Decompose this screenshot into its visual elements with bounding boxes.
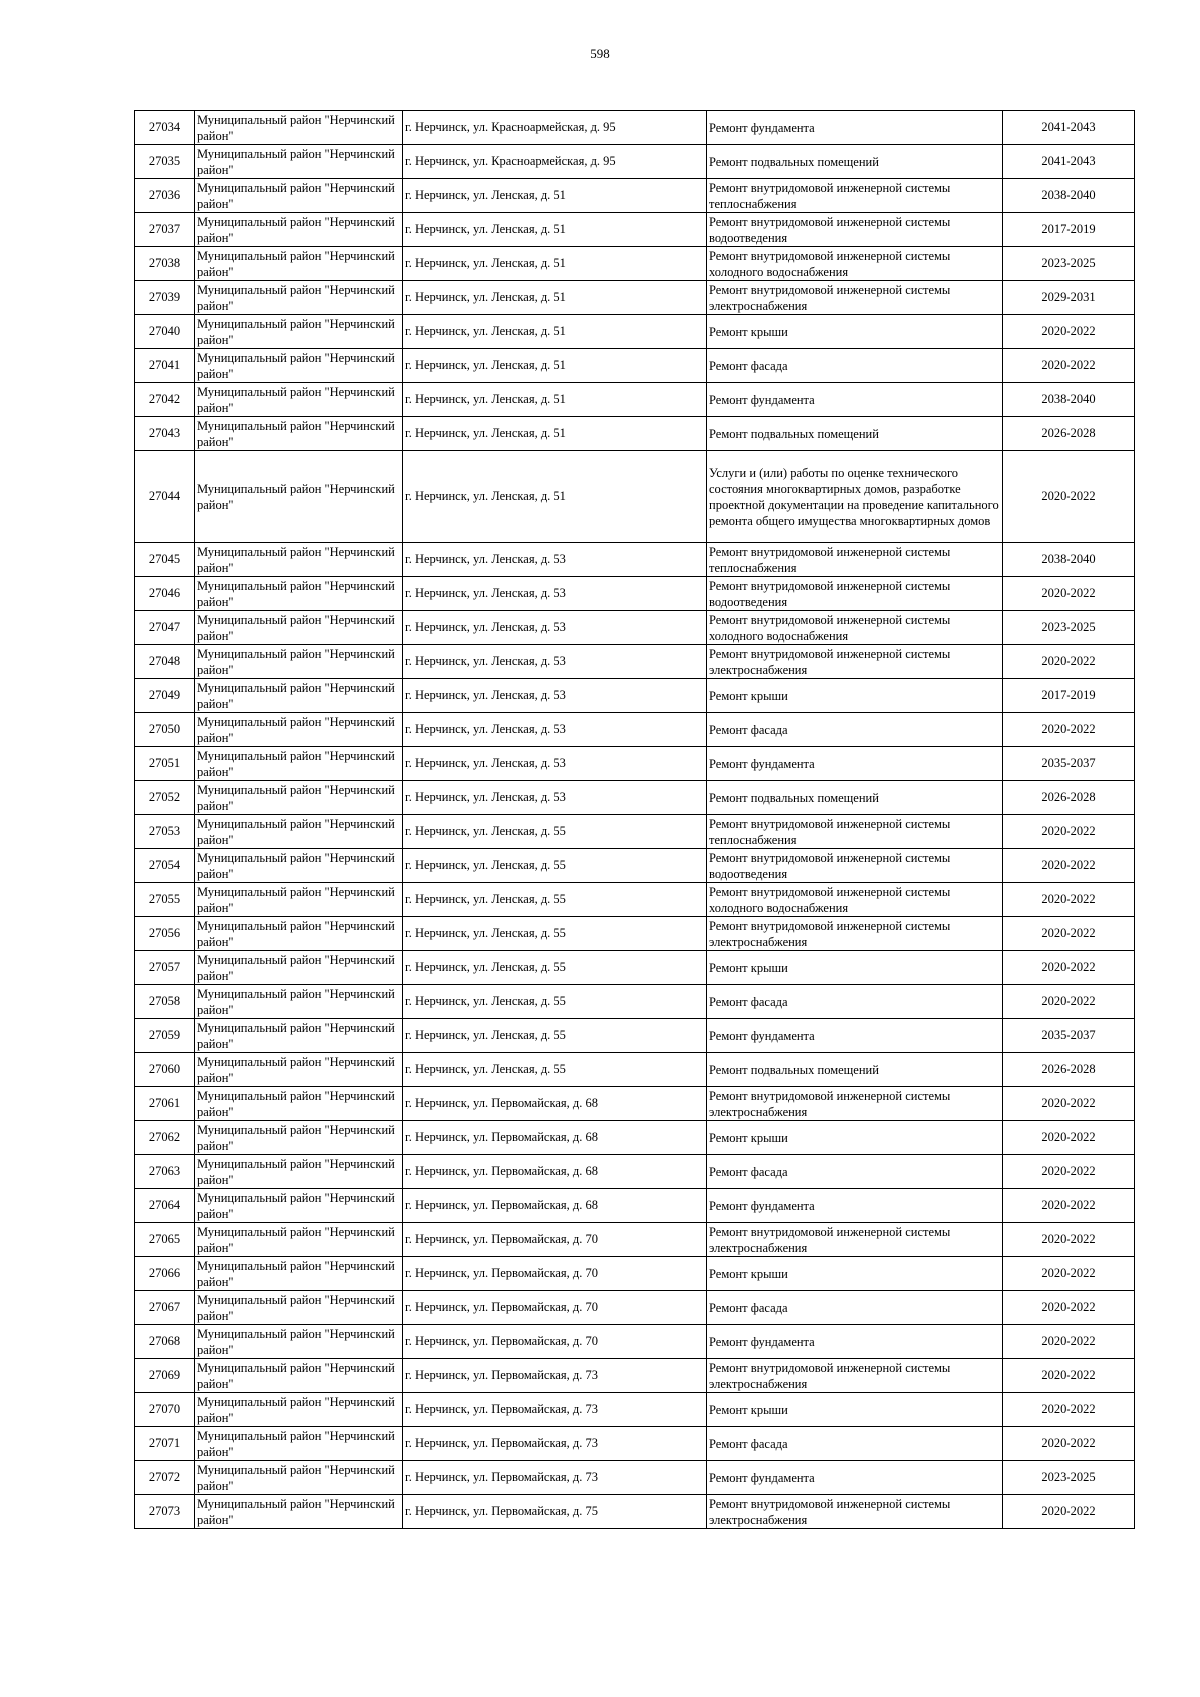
years-cell: 2026-2028 bbox=[1003, 417, 1135, 451]
work-type-cell: Ремонт крыши bbox=[707, 679, 1003, 713]
work-type-cell: Ремонт внутридомовой инженерной системы электроснабжения bbox=[707, 1223, 1003, 1257]
years-cell: 2026-2028 bbox=[1003, 781, 1135, 815]
years-cell: 2026-2028 bbox=[1003, 1053, 1135, 1087]
years-cell: 2020-2022 bbox=[1003, 315, 1135, 349]
work-type-cell: Ремонт фасада bbox=[707, 349, 1003, 383]
work-type-cell: Ремонт внутридомовой инженерной системы теплоснабжения bbox=[707, 179, 1003, 213]
district-cell: Муниципальный район "Нерчинский район" bbox=[195, 1393, 403, 1427]
row-number: 27054 bbox=[135, 849, 195, 883]
years-cell: 2029-2031 bbox=[1003, 281, 1135, 315]
years-cell: 2020-2022 bbox=[1003, 917, 1135, 951]
district-cell: Муниципальный район "Нерчинский район" bbox=[195, 883, 403, 917]
row-number: 27041 bbox=[135, 349, 195, 383]
work-type-cell: Ремонт внутридомовой инженерной системы водоотведения bbox=[707, 213, 1003, 247]
years-cell: 2020-2022 bbox=[1003, 349, 1135, 383]
work-type-cell: Ремонт крыши bbox=[707, 1393, 1003, 1427]
table-row bbox=[135, 1359, 1135, 1393]
address-cell: г. Нерчинск, ул. Ленская, д. 55 bbox=[403, 1019, 707, 1053]
table-row bbox=[135, 1189, 1135, 1223]
work-type-cell: Ремонт подвальных помещений bbox=[707, 781, 1003, 815]
address-cell: г. Нерчинск, ул. Первомайская, д. 70 bbox=[403, 1325, 707, 1359]
work-type-cell: Ремонт фундамента bbox=[707, 1461, 1003, 1495]
years-cell: 2020-2022 bbox=[1003, 645, 1135, 679]
table-row bbox=[135, 1257, 1135, 1291]
work-type-cell: Ремонт подвальных помещений bbox=[707, 417, 1003, 451]
row-number: 27058 bbox=[135, 985, 195, 1019]
row-number: 27052 bbox=[135, 781, 195, 815]
years-cell: 2020-2022 bbox=[1003, 1155, 1135, 1189]
years-cell: 2020-2022 bbox=[1003, 1291, 1135, 1325]
repair-schedule-table-container bbox=[134, 110, 1134, 1529]
table-row bbox=[135, 1495, 1135, 1529]
address-cell: г. Нерчинск, ул. Ленская, д. 51 bbox=[403, 349, 707, 383]
district-cell: Муниципальный район "Нерчинский район" bbox=[195, 645, 403, 679]
work-type-cell: Ремонт крыши bbox=[707, 951, 1003, 985]
work-type-cell: Ремонт фундамента bbox=[707, 111, 1003, 145]
table-row bbox=[135, 417, 1135, 451]
address-cell: г. Нерчинск, ул. Первомайская, д. 75 bbox=[403, 1495, 707, 1529]
years-cell: 2023-2025 bbox=[1003, 611, 1135, 645]
work-type-cell: Ремонт крыши bbox=[707, 315, 1003, 349]
table-row bbox=[135, 145, 1135, 179]
address-cell: г. Нерчинск, ул. Ленская, д. 51 bbox=[403, 417, 707, 451]
district-cell: Муниципальный район "Нерчинский район" bbox=[195, 985, 403, 1019]
address-cell: г. Нерчинск, ул. Ленская, д. 55 bbox=[403, 1053, 707, 1087]
table-row bbox=[135, 951, 1135, 985]
table-row bbox=[135, 1087, 1135, 1121]
row-number: 27056 bbox=[135, 917, 195, 951]
district-cell: Муниципальный район "Нерчинский район" bbox=[195, 543, 403, 577]
table-row bbox=[135, 451, 1135, 543]
address-cell: г. Нерчинск, ул. Ленская, д. 53 bbox=[403, 713, 707, 747]
work-type-cell: Ремонт внутридомовой инженерной системы холодного водоснабжения bbox=[707, 883, 1003, 917]
district-cell: Муниципальный район "Нерчинский район" bbox=[195, 611, 403, 645]
address-cell: г. Нерчинск, ул. Первомайская, д. 73 bbox=[403, 1393, 707, 1427]
address-cell: г. Нерчинск, ул. Первомайская, д. 70 bbox=[403, 1291, 707, 1325]
district-cell: Муниципальный район "Нерчинский район" bbox=[195, 179, 403, 213]
district-cell: Муниципальный район "Нерчинский район" bbox=[195, 781, 403, 815]
address-cell: г. Нерчинск, ул. Ленская, д. 51 bbox=[403, 451, 707, 543]
table-row bbox=[135, 815, 1135, 849]
address-cell: г. Нерчинск, ул. Ленская, д. 55 bbox=[403, 883, 707, 917]
table-row bbox=[135, 1461, 1135, 1495]
district-cell: Муниципальный район "Нерчинский район" bbox=[195, 951, 403, 985]
district-cell: Муниципальный район "Нерчинский район" bbox=[195, 383, 403, 417]
district-cell: Муниципальный район "Нерчинский район" bbox=[195, 679, 403, 713]
table-row bbox=[135, 1053, 1135, 1087]
table-row bbox=[135, 883, 1135, 917]
table-row bbox=[135, 111, 1135, 145]
address-cell: г. Нерчинск, ул. Ленская, д. 51 bbox=[403, 179, 707, 213]
row-number: 27034 bbox=[135, 111, 195, 145]
repair-schedule-table bbox=[134, 110, 1135, 1529]
row-number: 27073 bbox=[135, 1495, 195, 1529]
district-cell: Муниципальный район "Нерчинский район" bbox=[195, 1019, 403, 1053]
district-cell: Муниципальный район "Нерчинский район" bbox=[195, 1257, 403, 1291]
row-number: 27035 bbox=[135, 145, 195, 179]
work-type-cell: Ремонт внутридомовой инженерной системы электроснабжения bbox=[707, 1359, 1003, 1393]
address-cell: г. Нерчинск, ул. Ленская, д. 53 bbox=[403, 577, 707, 611]
work-type-cell: Ремонт внутридомовой инженерной системы водоотведения bbox=[707, 849, 1003, 883]
table-row bbox=[135, 315, 1135, 349]
page-number: 598 bbox=[590, 46, 610, 61]
address-cell: г. Нерчинск, ул. Ленская, д. 55 bbox=[403, 951, 707, 985]
district-cell: Муниципальный район "Нерчинский район" bbox=[195, 815, 403, 849]
address-cell: г. Нерчинск, ул. Первомайская, д. 68 bbox=[403, 1121, 707, 1155]
row-number: 27067 bbox=[135, 1291, 195, 1325]
years-cell: 2020-2022 bbox=[1003, 883, 1135, 917]
table-row bbox=[135, 383, 1135, 417]
work-type-cell: Ремонт фасада bbox=[707, 1427, 1003, 1461]
table-row bbox=[135, 713, 1135, 747]
table-row bbox=[135, 247, 1135, 281]
row-number: 27040 bbox=[135, 315, 195, 349]
district-cell: Муниципальный район "Нерчинский район" bbox=[195, 577, 403, 611]
work-type-cell: Ремонт внутридомовой инженерной системы электроснабжения bbox=[707, 1495, 1003, 1529]
table-row bbox=[135, 1427, 1135, 1461]
district-cell: Муниципальный район "Нерчинский район" bbox=[195, 111, 403, 145]
work-type-cell: Ремонт внутридомовой инженерной системы холодного водоснабжения bbox=[707, 247, 1003, 281]
district-cell: Муниципальный район "Нерчинский район" bbox=[195, 417, 403, 451]
row-number: 27047 bbox=[135, 611, 195, 645]
row-number: 27050 bbox=[135, 713, 195, 747]
work-type-cell: Ремонт крыши bbox=[707, 1257, 1003, 1291]
years-cell: 2038-2040 bbox=[1003, 383, 1135, 417]
years-cell: 2020-2022 bbox=[1003, 1393, 1135, 1427]
table-row bbox=[135, 1121, 1135, 1155]
work-type-cell: Ремонт внутридомовой инженерной системы электроснабжения bbox=[707, 645, 1003, 679]
work-type-cell: Ремонт крыши bbox=[707, 1121, 1003, 1155]
years-cell: 2020-2022 bbox=[1003, 1325, 1135, 1359]
district-cell: Муниципальный район "Нерчинский район" bbox=[195, 713, 403, 747]
district-cell: Муниципальный район "Нерчинский район" bbox=[195, 1189, 403, 1223]
work-type-cell: Ремонт внутридомовой инженерной системы электроснабжения bbox=[707, 281, 1003, 315]
table-row bbox=[135, 1291, 1135, 1325]
years-cell: 2020-2022 bbox=[1003, 1087, 1135, 1121]
row-number: 27072 bbox=[135, 1461, 195, 1495]
years-cell: 2020-2022 bbox=[1003, 1257, 1135, 1291]
address-cell: г. Нерчинск, ул. Первомайская, д. 68 bbox=[403, 1155, 707, 1189]
district-cell: Муниципальный район "Нерчинский район" bbox=[195, 1053, 403, 1087]
address-cell: г. Нерчинск, ул. Ленская, д. 53 bbox=[403, 679, 707, 713]
table-row bbox=[135, 611, 1135, 645]
row-number: 27060 bbox=[135, 1053, 195, 1087]
address-cell: г. Нерчинск, ул. Ленская, д. 51 bbox=[403, 315, 707, 349]
table-row bbox=[135, 543, 1135, 577]
row-number: 27036 bbox=[135, 179, 195, 213]
row-number: 27049 bbox=[135, 679, 195, 713]
row-number: 27066 bbox=[135, 1257, 195, 1291]
row-number: 27062 bbox=[135, 1121, 195, 1155]
district-cell: Муниципальный район "Нерчинский район" bbox=[195, 145, 403, 179]
address-cell: г. Нерчинск, ул. Ленская, д. 55 bbox=[403, 849, 707, 883]
district-cell: Муниципальный район "Нерчинский район" bbox=[195, 1359, 403, 1393]
table-row bbox=[135, 781, 1135, 815]
years-cell: 2020-2022 bbox=[1003, 815, 1135, 849]
table-row bbox=[135, 281, 1135, 315]
table-row bbox=[135, 1223, 1135, 1257]
row-number: 27048 bbox=[135, 645, 195, 679]
work-type-cell: Ремонт фасада bbox=[707, 713, 1003, 747]
years-cell: 2020-2022 bbox=[1003, 1189, 1135, 1223]
address-cell: г. Нерчинск, ул. Красноармейская, д. 95 bbox=[403, 145, 707, 179]
row-number: 27069 bbox=[135, 1359, 195, 1393]
years-cell: 2020-2022 bbox=[1003, 1359, 1135, 1393]
years-cell: 2023-2025 bbox=[1003, 1461, 1135, 1495]
district-cell: Муниципальный район "Нерчинский район" bbox=[195, 349, 403, 383]
years-cell: 2017-2019 bbox=[1003, 679, 1135, 713]
work-type-cell: Ремонт фасада bbox=[707, 1155, 1003, 1189]
district-cell: Муниципальный район "Нерчинский район" bbox=[195, 1461, 403, 1495]
work-type-cell: Ремонт фундамента bbox=[707, 1019, 1003, 1053]
years-cell: 2035-2037 bbox=[1003, 1019, 1135, 1053]
years-cell: 2020-2022 bbox=[1003, 577, 1135, 611]
row-number: 27065 bbox=[135, 1223, 195, 1257]
table-body bbox=[135, 111, 1135, 1529]
address-cell: г. Нерчинск, ул. Ленская, д. 51 bbox=[403, 281, 707, 315]
years-cell: 2020-2022 bbox=[1003, 1121, 1135, 1155]
row-number: 27042 bbox=[135, 383, 195, 417]
district-cell: Муниципальный район "Нерчинский район" bbox=[195, 1427, 403, 1461]
row-number: 27063 bbox=[135, 1155, 195, 1189]
work-type-cell: Услуги и (или) работы по оценке технического состояния многоквартирных домов, разработке проектной документации на проведение капитального ремонта общего имущества многоквартирных домов bbox=[707, 451, 1003, 543]
district-cell: Муниципальный район "Нерчинский район" bbox=[195, 281, 403, 315]
row-number: 27059 bbox=[135, 1019, 195, 1053]
years-cell: 2038-2040 bbox=[1003, 179, 1135, 213]
address-cell: г. Нерчинск, ул. Ленская, д. 51 bbox=[403, 247, 707, 281]
address-cell: г. Нерчинск, ул. Красноармейская, д. 95 bbox=[403, 111, 707, 145]
table-row bbox=[135, 1019, 1135, 1053]
work-type-cell: Ремонт фундамента bbox=[707, 1325, 1003, 1359]
row-number: 27055 bbox=[135, 883, 195, 917]
address-cell: г. Нерчинск, ул. Ленская, д. 55 bbox=[403, 985, 707, 1019]
row-number: 27039 bbox=[135, 281, 195, 315]
address-cell: г. Нерчинск, ул. Ленская, д. 53 bbox=[403, 543, 707, 577]
table-row bbox=[135, 179, 1135, 213]
district-cell: Муниципальный район "Нерчинский район" bbox=[195, 747, 403, 781]
row-number: 27057 bbox=[135, 951, 195, 985]
address-cell: г. Нерчинск, ул. Ленская, д. 53 bbox=[403, 747, 707, 781]
work-type-cell: Ремонт внутридомовой инженерной системы водоотведения bbox=[707, 577, 1003, 611]
table-row bbox=[135, 849, 1135, 883]
address-cell: г. Нерчинск, ул. Ленская, д. 51 bbox=[403, 213, 707, 247]
row-number: 27045 bbox=[135, 543, 195, 577]
work-type-cell: Ремонт внутридомовой инженерной системы электроснабжения bbox=[707, 1087, 1003, 1121]
address-cell: г. Нерчинск, ул. Первомайская, д. 73 bbox=[403, 1461, 707, 1495]
district-cell: Муниципальный район "Нерчинский район" bbox=[195, 451, 403, 543]
table-row bbox=[135, 679, 1135, 713]
row-number: 27061 bbox=[135, 1087, 195, 1121]
years-cell: 2041-2043 bbox=[1003, 145, 1135, 179]
address-cell: г. Нерчинск, ул. Первомайская, д. 68 bbox=[403, 1087, 707, 1121]
district-cell: Муниципальный район "Нерчинский район" bbox=[195, 917, 403, 951]
years-cell: 2020-2022 bbox=[1003, 849, 1135, 883]
row-number: 27051 bbox=[135, 747, 195, 781]
years-cell: 2020-2022 bbox=[1003, 985, 1135, 1019]
years-cell: 2035-2037 bbox=[1003, 747, 1135, 781]
row-number: 27053 bbox=[135, 815, 195, 849]
row-number: 27070 bbox=[135, 1393, 195, 1427]
years-cell: 2020-2022 bbox=[1003, 451, 1135, 543]
work-type-cell: Ремонт внутридомовой инженерной системы электроснабжения bbox=[707, 917, 1003, 951]
district-cell: Муниципальный район "Нерчинский район" bbox=[195, 1223, 403, 1257]
address-cell: г. Нерчинск, ул. Первомайская, д. 70 bbox=[403, 1223, 707, 1257]
work-type-cell: Ремонт фундамента bbox=[707, 383, 1003, 417]
row-number: 27068 bbox=[135, 1325, 195, 1359]
district-cell: Муниципальный район "Нерчинский район" bbox=[195, 1121, 403, 1155]
work-type-cell: Ремонт внутридомовой инженерной системы теплоснабжения bbox=[707, 543, 1003, 577]
address-cell: г. Нерчинск, ул. Первомайская, д. 73 bbox=[403, 1359, 707, 1393]
work-type-cell: Ремонт подвальных помещений bbox=[707, 1053, 1003, 1087]
address-cell: г. Нерчинск, ул. Ленская, д. 53 bbox=[403, 645, 707, 679]
table-row bbox=[135, 645, 1135, 679]
district-cell: Муниципальный район "Нерчинский район" bbox=[195, 213, 403, 247]
table-row bbox=[135, 747, 1135, 781]
district-cell: Муниципальный район "Нерчинский район" bbox=[195, 1155, 403, 1189]
work-type-cell: Ремонт фундамента bbox=[707, 747, 1003, 781]
work-type-cell: Ремонт фундамента bbox=[707, 1189, 1003, 1223]
address-cell: г. Нерчинск, ул. Ленская, д. 55 bbox=[403, 815, 707, 849]
work-type-cell: Ремонт внутридомовой инженерной системы холодного водоснабжения bbox=[707, 611, 1003, 645]
years-cell: 2020-2022 bbox=[1003, 1223, 1135, 1257]
district-cell: Муниципальный район "Нерчинский район" bbox=[195, 849, 403, 883]
address-cell: г. Нерчинск, ул. Первомайская, д. 73 bbox=[403, 1427, 707, 1461]
address-cell: г. Нерчинск, ул. Ленская, д. 53 bbox=[403, 611, 707, 645]
table-row bbox=[135, 1325, 1135, 1359]
district-cell: Муниципальный район "Нерчинский район" bbox=[195, 1325, 403, 1359]
row-number: 27064 bbox=[135, 1189, 195, 1223]
district-cell: Муниципальный район "Нерчинский район" bbox=[195, 1495, 403, 1529]
district-cell: Муниципальный район "Нерчинский район" bbox=[195, 1291, 403, 1325]
table-row bbox=[135, 349, 1135, 383]
address-cell: г. Нерчинск, ул. Ленская, д. 53 bbox=[403, 781, 707, 815]
table-row bbox=[135, 1155, 1135, 1189]
table-row bbox=[135, 577, 1135, 611]
years-cell: 2020-2022 bbox=[1003, 713, 1135, 747]
table-row bbox=[135, 1393, 1135, 1427]
address-cell: г. Нерчинск, ул. Ленская, д. 51 bbox=[403, 383, 707, 417]
row-number: 27046 bbox=[135, 577, 195, 611]
district-cell: Муниципальный район "Нерчинский район" bbox=[195, 315, 403, 349]
address-cell: г. Нерчинск, ул. Ленская, д. 55 bbox=[403, 917, 707, 951]
years-cell: 2023-2025 bbox=[1003, 247, 1135, 281]
work-type-cell: Ремонт фасада bbox=[707, 1291, 1003, 1325]
district-cell: Муниципальный район "Нерчинский район" bbox=[195, 247, 403, 281]
work-type-cell: Ремонт подвальных помещений bbox=[707, 145, 1003, 179]
work-type-cell: Ремонт фасада bbox=[707, 985, 1003, 1019]
address-cell: г. Нерчинск, ул. Первомайская, д. 68 bbox=[403, 1189, 707, 1223]
table-row bbox=[135, 213, 1135, 247]
row-number: 27043 bbox=[135, 417, 195, 451]
row-number: 27037 bbox=[135, 213, 195, 247]
table-row bbox=[135, 917, 1135, 951]
table-row bbox=[135, 985, 1135, 1019]
address-cell: г. Нерчинск, ул. Первомайская, д. 70 bbox=[403, 1257, 707, 1291]
years-cell: 2038-2040 bbox=[1003, 543, 1135, 577]
years-cell: 2020-2022 bbox=[1003, 951, 1135, 985]
row-number: 27071 bbox=[135, 1427, 195, 1461]
row-number: 27044 bbox=[135, 451, 195, 543]
district-cell: Муниципальный район "Нерчинский район" bbox=[195, 1087, 403, 1121]
years-cell: 2041-2043 bbox=[1003, 111, 1135, 145]
years-cell: 2020-2022 bbox=[1003, 1495, 1135, 1529]
years-cell: 2017-2019 bbox=[1003, 213, 1135, 247]
work-type-cell: Ремонт внутридомовой инженерной системы теплоснабжения bbox=[707, 815, 1003, 849]
years-cell: 2020-2022 bbox=[1003, 1427, 1135, 1461]
row-number: 27038 bbox=[135, 247, 195, 281]
